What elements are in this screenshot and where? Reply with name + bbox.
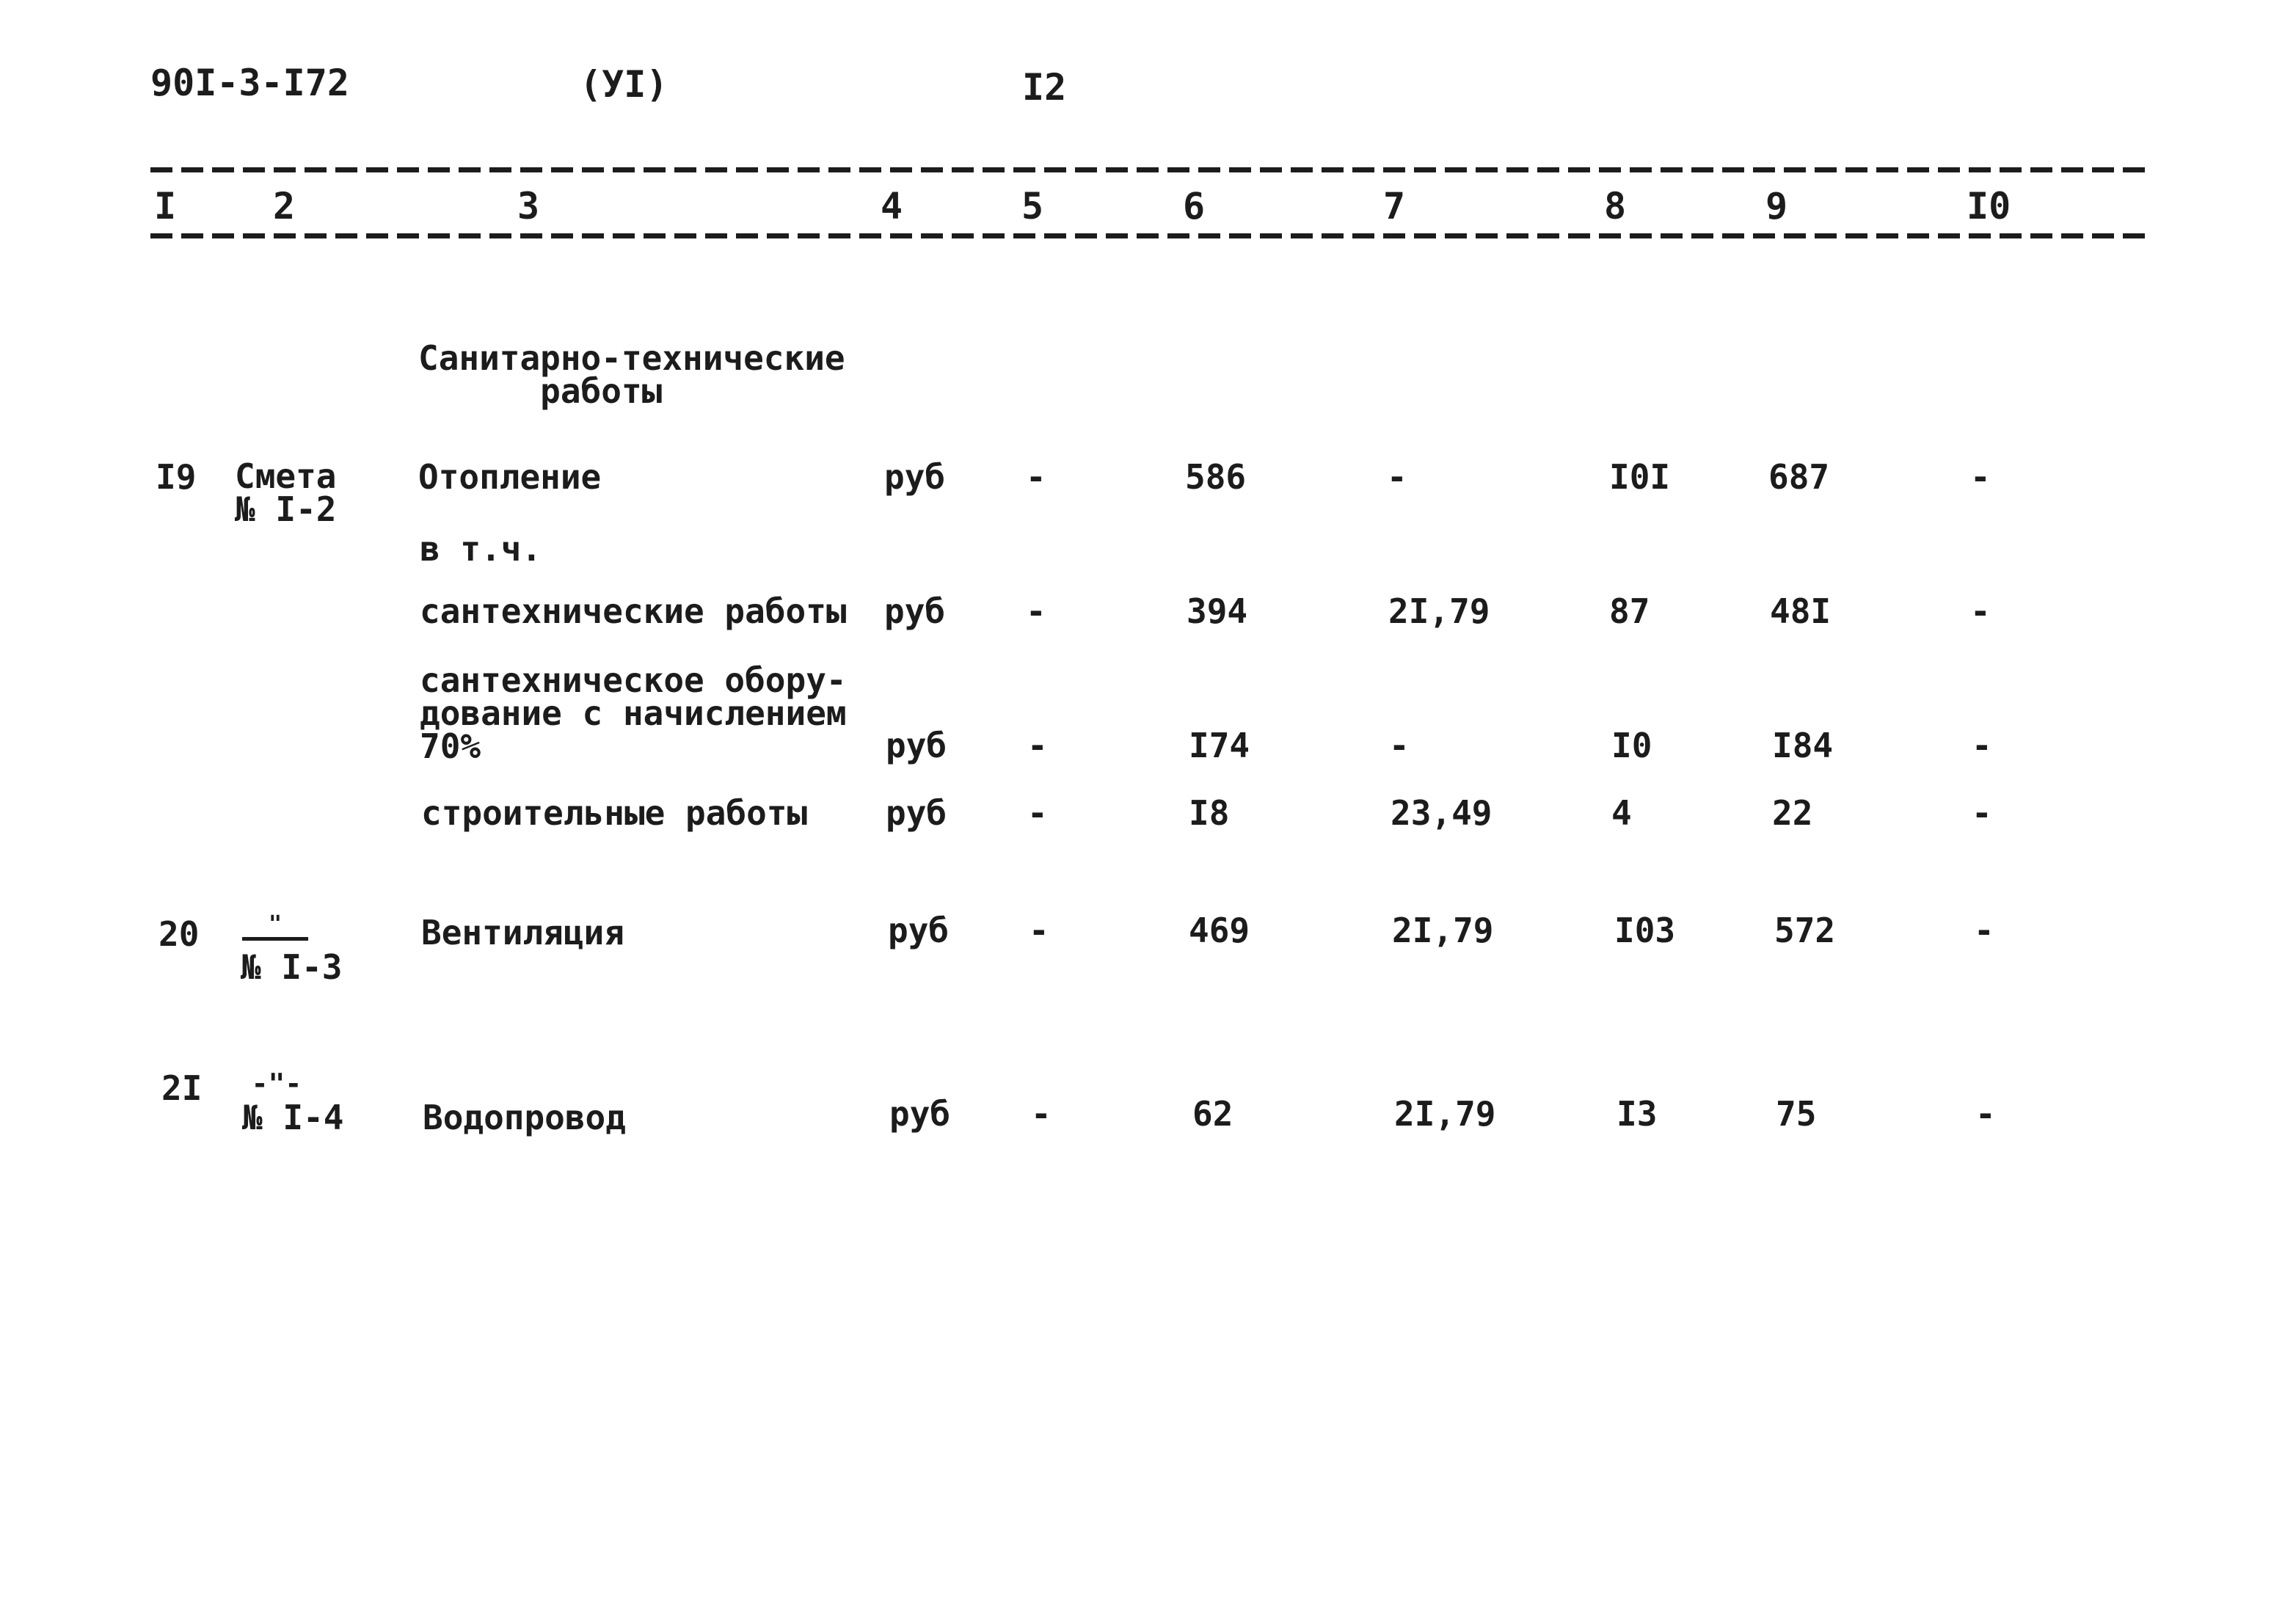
row-21-col9: 75: [1776, 1094, 1817, 1134]
row-21-ditto-mark: -"-: [251, 1068, 302, 1100]
page-number: I2: [1022, 66, 1067, 109]
row-19-name: Отопление: [418, 457, 602, 497]
row-21-col8: I3: [1617, 1094, 1658, 1134]
subrow-equipment-col6: I74: [1189, 726, 1250, 765]
row-20-name: Вентиляция: [421, 913, 624, 952]
row-21-col7: 2I,79: [1394, 1094, 1496, 1134]
subrow-plumbing-col6: 394: [1187, 591, 1248, 631]
col-num-9: 9: [1765, 185, 1788, 227]
row-20-col7: 2I,79: [1392, 911, 1494, 950]
row-20-ditto-mark: ": [242, 914, 308, 941]
row-21-col5: -: [1031, 1094, 1052, 1134]
row-20-reference: № I-3: [241, 947, 343, 987]
col-num-3: 3: [517, 185, 540, 227]
subrow-construction-col10: -: [1972, 793, 1992, 833]
subrow-equipment-col5: -: [1027, 726, 1048, 765]
row-20-col6: 469: [1189, 911, 1250, 950]
row-19-number: I9: [156, 457, 197, 497]
subrow-construction-col5: -: [1027, 793, 1048, 833]
row-20-col5: -: [1029, 911, 1049, 950]
row-19-col6: 586: [1185, 457, 1247, 497]
subrow-equipment-name: сантехническое обору- дование с начислением 70%: [420, 660, 847, 767]
subrow-plumbing-col10: -: [1970, 591, 1991, 631]
subrow-plumbing-col7: 2I,79: [1388, 591, 1490, 631]
subrow-construction-col9: 22: [1772, 793, 1813, 833]
col-num-2: 2: [273, 185, 296, 227]
subrow-plumbing-unit: руб: [884, 591, 946, 631]
col-num-5: 5: [1021, 185, 1044, 227]
subrow-construction-name: строительные работы: [421, 793, 808, 833]
row-21-name: Водопровод: [423, 1098, 626, 1137]
header-rule-top: [150, 167, 2150, 172]
document-code: 90I-3-I72: [150, 62, 349, 104]
subrow-plumbing-col8: 87: [1609, 591, 1650, 631]
row-21-col10: -: [1975, 1094, 1996, 1134]
row-19-reference: Смета № I-2: [235, 456, 337, 530]
row-21-unit: руб: [889, 1094, 951, 1134]
subrow-plumbing-col5: -: [1026, 591, 1046, 631]
including-label: в т.ч.: [420, 529, 542, 569]
row-20-unit: руб: [888, 911, 950, 950]
col-num-7: 7: [1383, 185, 1406, 227]
subrow-plumbing-col9: 48I: [1770, 591, 1832, 631]
subrow-equipment-col10: -: [1972, 726, 1992, 765]
row-21-col6: 62: [1192, 1094, 1233, 1134]
row-19-col8: I0I: [1609, 457, 1671, 497]
subrow-equipment-col9: I84: [1772, 726, 1834, 765]
section-title: Санитарно-технические работы: [418, 338, 845, 412]
subrow-equipment-col8: I0: [1611, 726, 1652, 765]
subrow-construction-unit: руб: [886, 793, 947, 833]
header-rule-bottom: [150, 233, 2150, 238]
subrow-construction-col6: I8: [1189, 793, 1230, 833]
subrow-plumbing-name: сантехнические работы: [420, 591, 847, 631]
row-19-col5: -: [1026, 457, 1046, 497]
col-num-8: 8: [1604, 185, 1627, 227]
col-num-10: I0: [1967, 185, 2011, 227]
col-num-6: 6: [1183, 185, 1206, 227]
subrow-construction-col7: 23,49: [1391, 793, 1493, 833]
row-19-col7: -: [1387, 457, 1407, 497]
row-21-reference: № I-4: [242, 1098, 344, 1137]
col-num-4: 4: [881, 185, 903, 227]
row-19-unit: руб: [884, 457, 946, 497]
row-20-col9: 572: [1774, 911, 1836, 950]
row-19-col9: 687: [1768, 457, 1830, 497]
part-number: (УI): [580, 63, 668, 106]
subrow-equipment-unit: руб: [886, 726, 947, 765]
row-20-col10: -: [1974, 911, 1994, 950]
row-20-col8: I03: [1614, 911, 1676, 950]
row-21-number: 2I: [161, 1068, 203, 1108]
subrow-construction-col8: 4: [1611, 793, 1632, 833]
row-20-number: 20: [158, 914, 200, 954]
row-19-col10: -: [1970, 457, 1991, 497]
col-num-1: I: [154, 185, 177, 227]
subrow-equipment-col7: -: [1389, 726, 1410, 765]
